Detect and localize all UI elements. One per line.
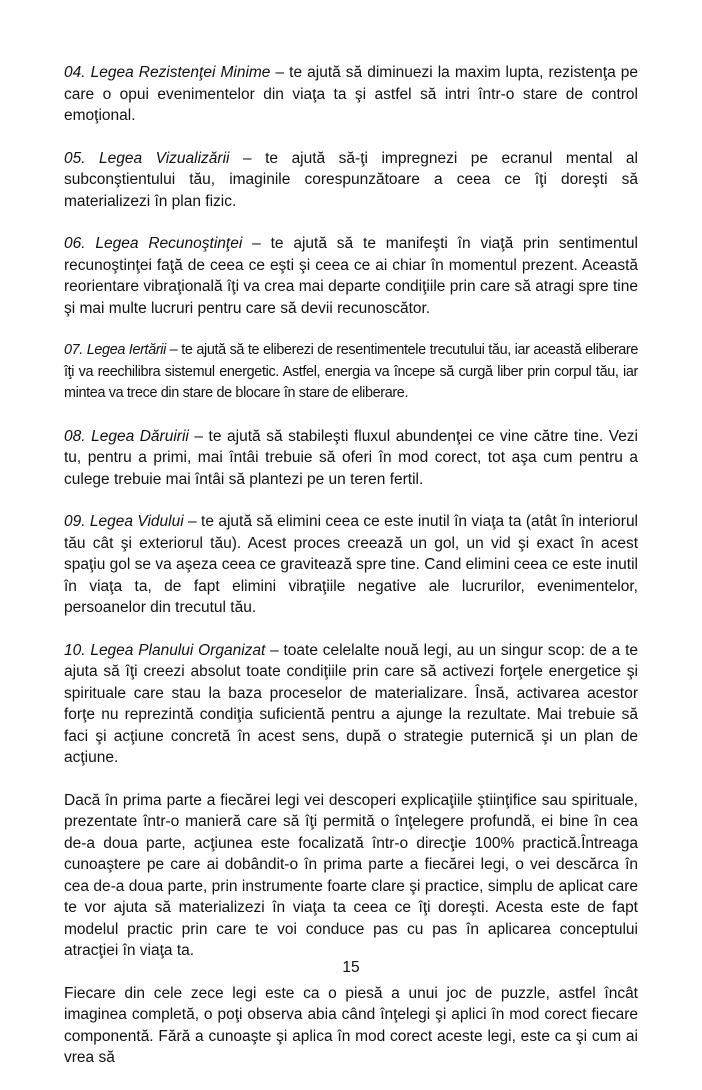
law-07-text: – te ajută să te eliberezi de resentimentele trecutului tău, iar această eliberare îţi va reechilibra sistemul energetic. Astfel, energia va începe să curgă liber prin corpul tău, iar mintea va trece din stare de blocare în stare de eliberare. [64,342,638,401]
law-09-paragraph [64,511,638,619]
law-10-paragraph [64,640,638,769]
explanation-paragraph [64,790,638,962]
law-05-paragraph [64,148,638,213]
explanation-text: Dacă în prima parte a fiecărei legi vei descoperi explicaţiile ştiinţifice sau spirituale, prezentate într-o manieră care să îţi permită o înţelegere profundă, ei bine în cea de-a doua parte, acţiunea este focalizată într-o direcţie 100% practică.Întreaga cunoaştere pe care ai dobândit-o în prima parte a fiecărei legi, o vei descărca în cea de-a doua parte, prin instrumente foarte clare şi practice, simplu de aplicat care te vor ajuta să materializezi în viaţa ta ceea ce îţi doreşti. Acesta este de fapt modelul practic prin care te voi conduce pas cu pas în aplicarea conceptului atracţiei în viaţa ta. [64,791,638,959]
page-number: 15 [342,959,360,976]
law-04-title: 04. Legea Rezistenţei Minime [64,64,271,81]
law-06-title: 06. Legea Recunoştinţei [64,235,243,252]
law-07-paragraph [64,340,638,405]
page-body [64,62,638,1090]
law-09-title: 09. Legea Vidului [64,513,184,530]
law-06-text: – te ajută să te manifeşti în viaţă prin sentimentul recunoştinţei faţă de ceea ce eşti şi ceea ce ai chiar în momentul prezent. Această reorientare vibraţională îţi va crea mai departe condiţiile prin care să atragi spre tine şi mai multe lucruri pentru care să devii recunoscător. [64,235,638,317]
puzzle-text: Fiecare din cele zece legi este ca o piesă a unui joc de puzzle, astfel încât imaginea completă, o poţi observa abia când înţelegi şi aplici în mod corect fiecare componentă. Fără a cunoaşte şi aplica în mod corect aceste legi, este ca şi cum ai vrea să [64,984,638,1066]
law-07-title: 07. Legea Iertării [64,342,166,358]
law-04-text: – te ajută să diminuezi la maxim lupta, rezistenţa pe care o opui evenimentelor din viaţa ta şi astfel să intri într-o stare de control emoţional. [64,64,638,124]
law-05-text: – te ajută să-ţi impregnezi pe ecranul mental al subconştientului tău, imaginile corespunzătoare a ceea ce îţi doreşti să materializezi în plan fizic. [64,149,638,210]
law-10-text: – toate celelalte nouă legi, au un singur scop: de a te ajuta să îţi creezi absolut toate condiţiile prin care să activezi forţele energetice şi spirituale care stau la baza proceselor de materializare. Însă, activarea acestor forţe nu reprezintă condiţia suficientă pentru a ajunge la rezultate. Mai trebuie să faci şi acţiune concretă în acest sens, după o strategie puternică şi un plan de acţiune. [64,641,639,766]
law-08-paragraph [64,426,638,491]
law-08-text: – te ajută să stabileşti fluxul abundenţei ce vine către tine. Vezi tu, pentru a primi, mai întâi trebuie să oferi în mod corect, tot aşa cum pentru a culege trebuie mai întâi să plantezi pe un teren fertil. [64,427,639,488]
law-06-paragraph [64,233,638,319]
law-04-paragraph [64,62,638,127]
law-09-text: – te ajută să elimini ceea ce este inutil în viaţa ta (atât în interiorul tău cât şi exteriorul tău). Acest proces creează un gol, un vid şi exact în acest spaţiu gol se va aşeza ceea ce gravitează spre tine. Cand elimini ceea ce este inutil în viaţa ta, de fapt elimini vibraţiile negative ale lucrurilor, evenimentelor, persoanelor din trecutul tău. [64,513,639,616]
law-08-title: 08. Legea Dăruirii [64,427,189,445]
law-10-title: 10. Legea Planului Organizat [64,641,266,659]
puzzle-paragraph [64,983,638,1069]
law-05-title: 05. Legea Vizualizării [64,149,230,167]
